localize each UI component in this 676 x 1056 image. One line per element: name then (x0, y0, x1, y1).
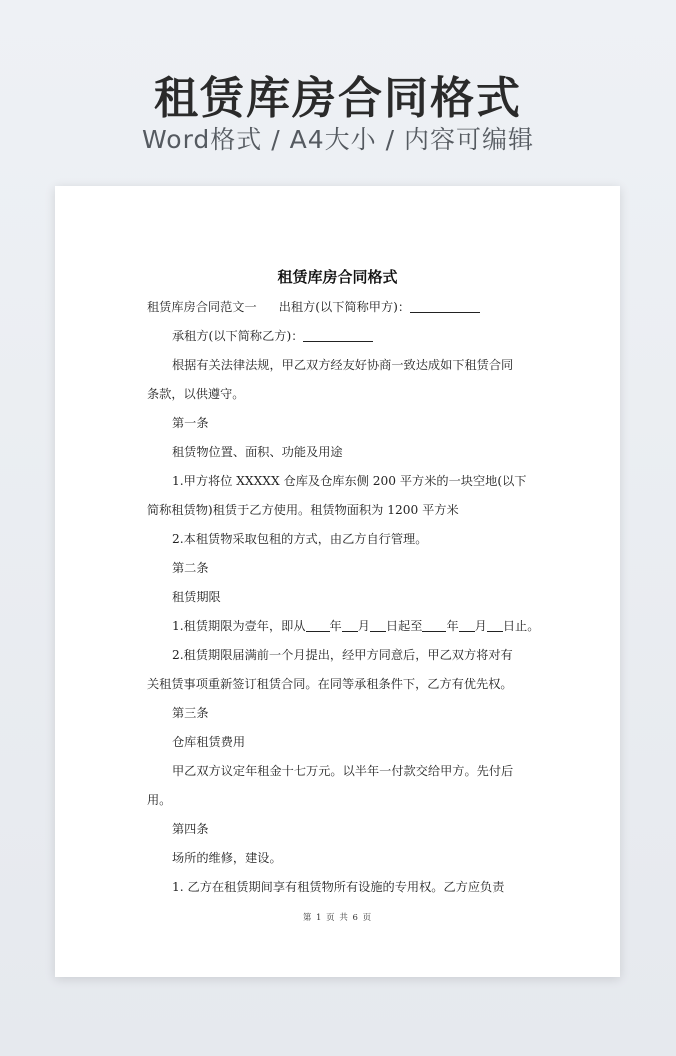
banner-title: 租赁库房合同格式 (154, 73, 522, 124)
article-title: 场所的维修，建设。 (172, 851, 282, 865)
article-heading: 第三条 (172, 706, 209, 720)
article-title: 仓库租赁费用 (172, 735, 246, 749)
document-title: 租赁库房合同格式 (277, 268, 398, 286)
document-body (147, 293, 540, 902)
paragraph-line: 根据有关法律法规，甲乙双方经友好协商一致达成如下租赁合同 (172, 358, 514, 372)
start-day-blank (370, 617, 386, 632)
start-month-blank (342, 617, 358, 632)
page-footer: 第 1 页 共 6 页 (302, 913, 373, 923)
term-text: 日起至 (385, 619, 423, 633)
lessor-label: 出租方(以下简称甲方)： (278, 300, 411, 314)
paragraph-line: 1.甲方将位 XXXXX 仓库及仓库东侧 200 平方米的一块空地(以下 (172, 474, 527, 488)
paragraph-line: 用。 (147, 793, 172, 807)
start-year-blank (306, 617, 330, 632)
contract-sample-label: 租赁库房合同范文一 (147, 300, 257, 314)
lessee-line (147, 322, 537, 351)
term-text: 年 (329, 619, 342, 633)
paragraph-line: 2.租赁期限届满前一个月提出，经甲方同意后，甲乙双方将对有 (172, 648, 513, 662)
banner-subtitle: Word格式 / A4大小 / 内容可编辑 (142, 125, 534, 154)
lessee-blank (303, 327, 373, 342)
paragraph-line: 1. 乙方在租赁期间享有租赁物所有设施的专用权。乙方应负责 (172, 880, 505, 894)
paragraph-line: 简称租赁物)租赁于乙方使用。租赁物面积为 1200 平方米 (147, 503, 459, 517)
term-text: 年 (446, 619, 459, 633)
article-heading: 第一条 (172, 416, 209, 430)
end-month-blank (459, 617, 475, 632)
lease-term-line (147, 612, 540, 641)
article-heading: 第二条 (172, 561, 209, 575)
article-heading: 第四条 (172, 822, 209, 836)
term-text: 日止。 (502, 619, 540, 633)
term-text: 1.租赁期限为壹年，即从 (172, 619, 306, 633)
paragraph-line: 条款，以供遵守。 (147, 387, 245, 401)
term-text: 月 (474, 619, 487, 633)
article-title: 租赁物位置、面积、功能及用途 (172, 445, 343, 459)
end-day-blank (487, 617, 503, 632)
document-page (55, 186, 620, 977)
lessor-line (147, 293, 537, 322)
paragraph-line: 2.本租赁物采取包租的方式，由乙方自行管理。 (172, 532, 428, 546)
article-title: 租赁期限 (172, 590, 221, 604)
lessee-label: 承租方(以下简称乙方)： (172, 329, 304, 343)
paragraph-line: 甲乙双方议定年租金十七万元。以半年一付款交给甲方。先付后 (172, 764, 514, 778)
banner (0, 0, 676, 170)
end-year-blank (422, 617, 446, 632)
lessor-blank (410, 298, 480, 313)
term-text: 月 (357, 619, 370, 633)
paragraph-line: 关租赁事项重新签订租赁合同。在同等承租条件下，乙方有优先权。 (147, 677, 513, 691)
